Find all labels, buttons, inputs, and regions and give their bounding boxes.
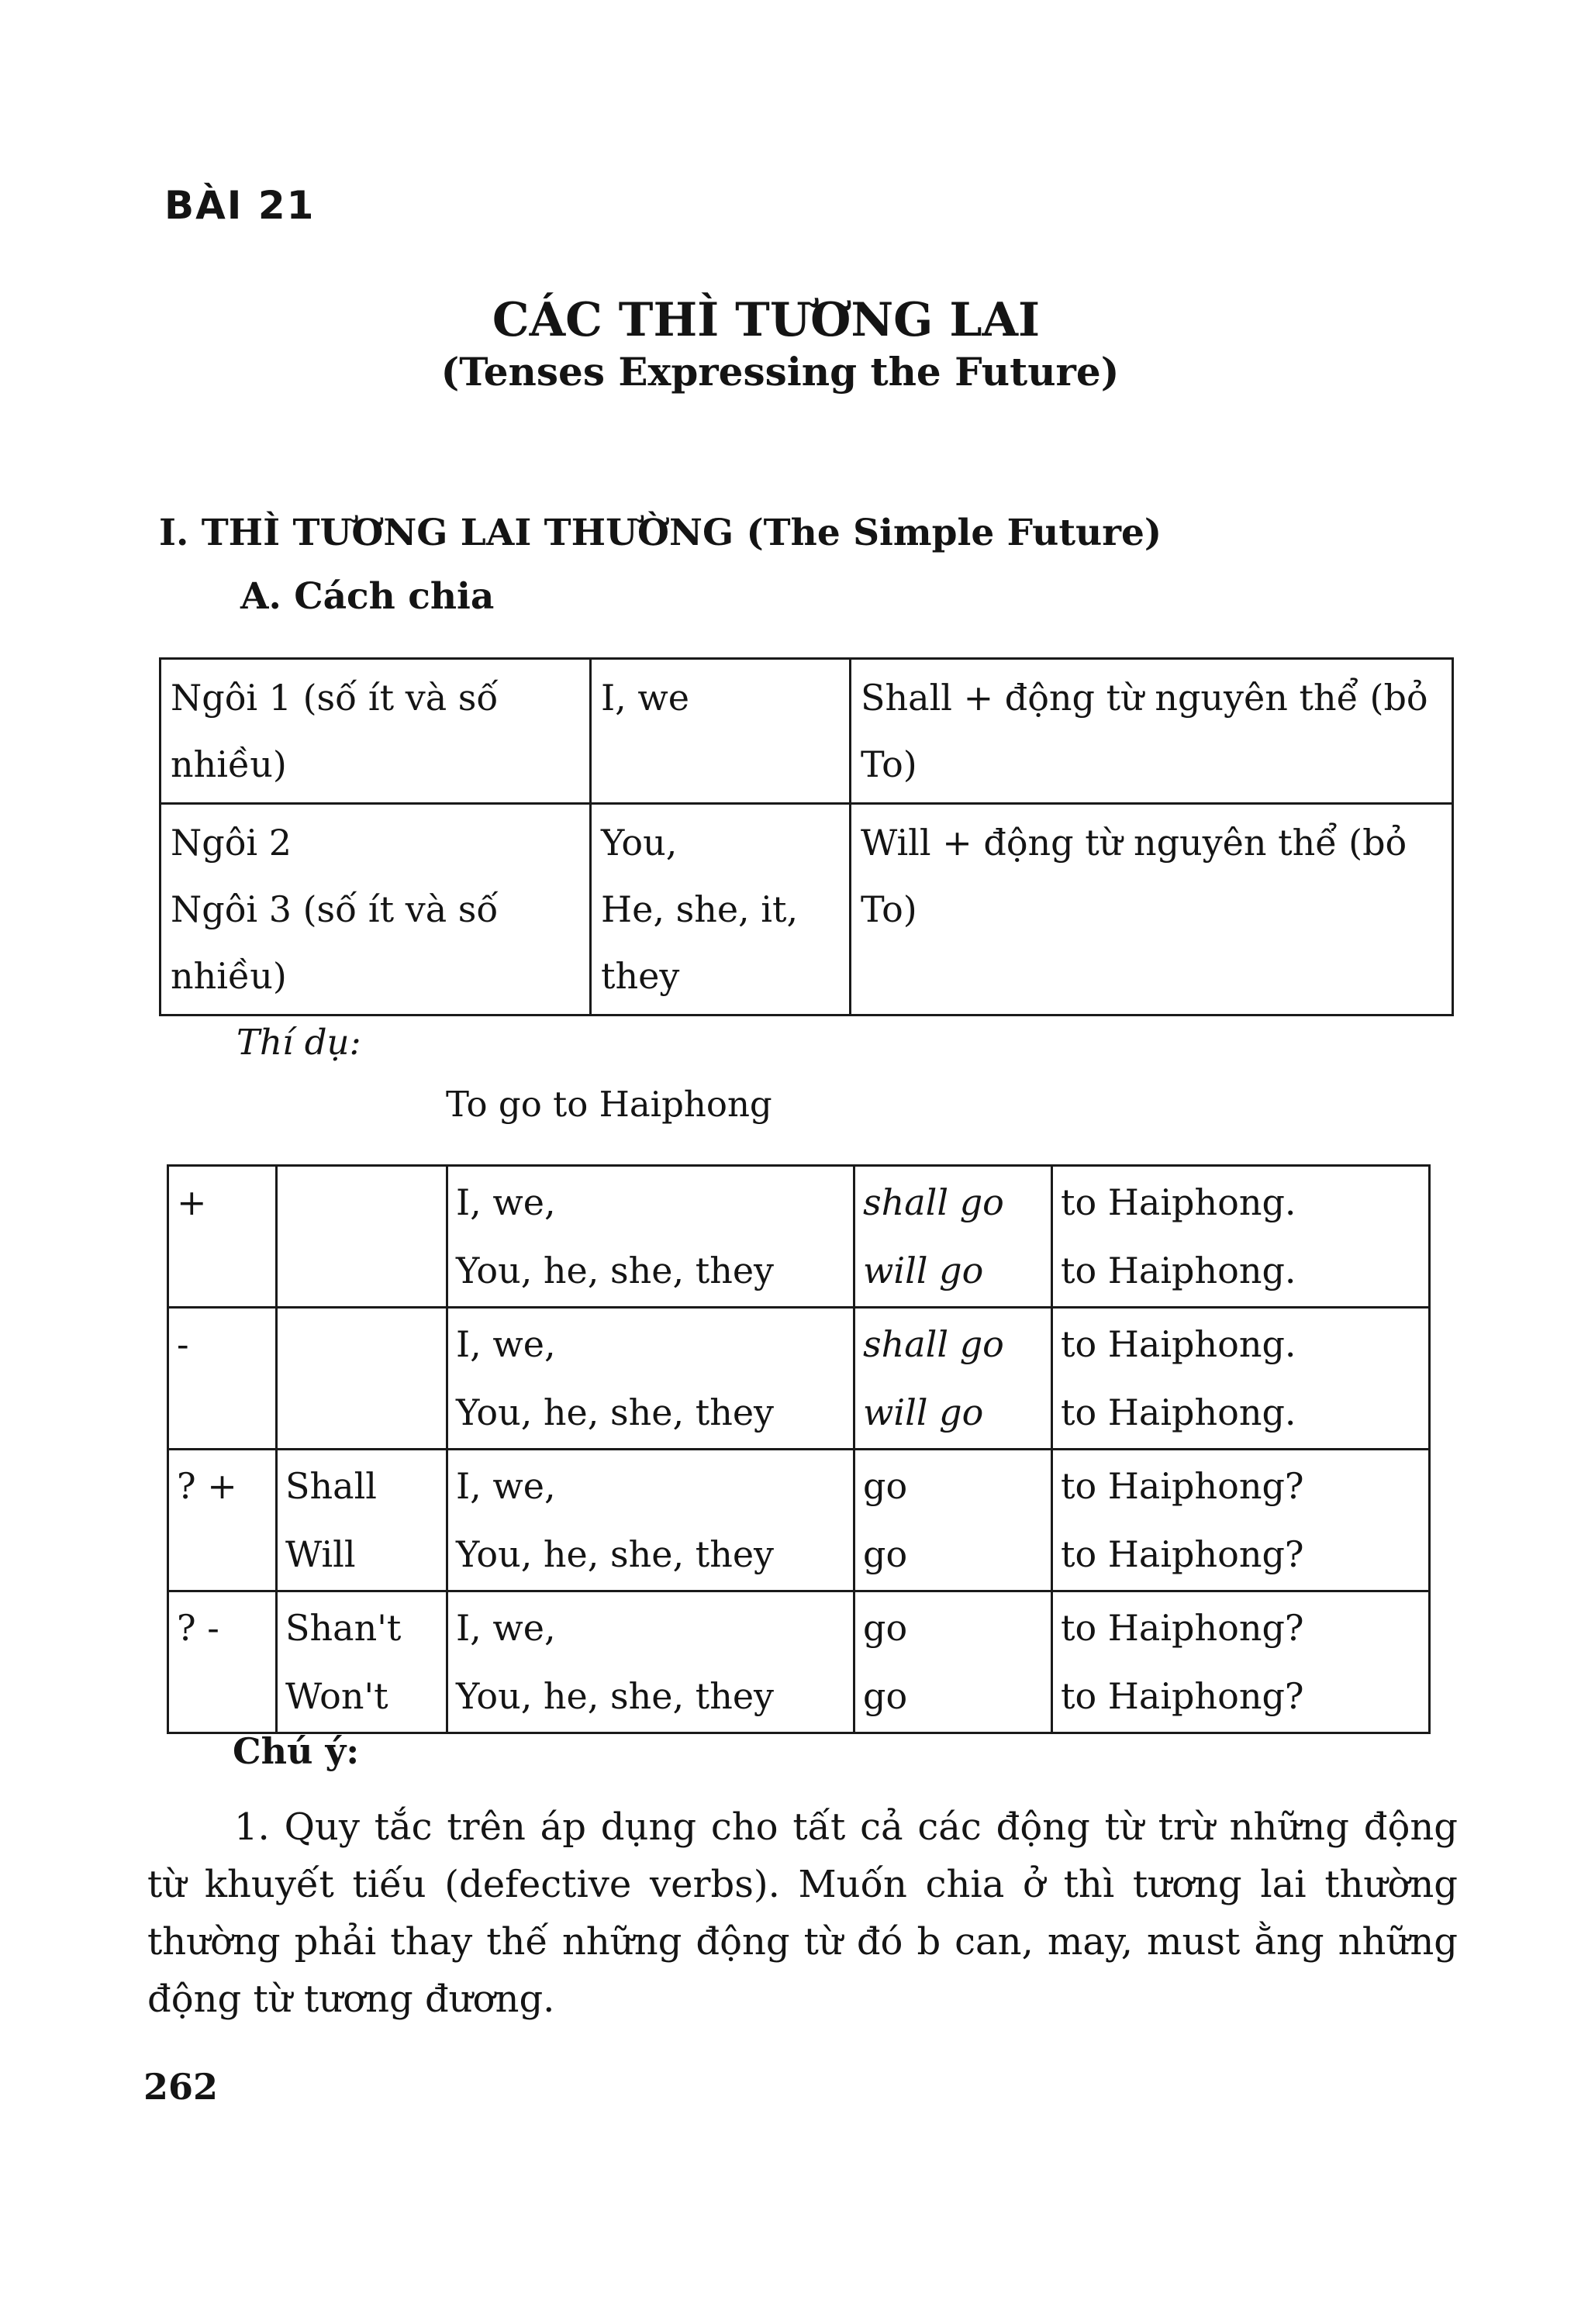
- table-cell: [854, 1450, 1052, 1591]
- table-cell: [1052, 1166, 1430, 1308]
- table-cell: [168, 1591, 277, 1733]
- cell-line: You, he, she, they: [456, 1250, 775, 1291]
- cell-line: Will: [285, 1533, 356, 1575]
- cell-line: will go: [863, 1391, 984, 1433]
- table-cell: [447, 1591, 854, 1733]
- table-cell: [277, 1450, 447, 1591]
- cell-line: You, he, she, they: [456, 1391, 775, 1433]
- table-row: [161, 659, 1453, 804]
- cell-line: to Haiphong.: [1061, 1181, 1296, 1223]
- cell-line: to Haiphong?: [1061, 1465, 1304, 1507]
- table-cell: [854, 1308, 1052, 1450]
- table-cell: I, we: [591, 659, 851, 804]
- table-cell: [447, 1166, 854, 1308]
- example-label: Thí dụ:: [236, 1022, 361, 1063]
- table-row: [168, 1166, 1430, 1308]
- cell-line: [285, 1378, 438, 1446]
- table-cell: [854, 1166, 1052, 1308]
- cell-line: I, we,: [456, 1323, 556, 1365]
- table-cell: [1052, 1450, 1430, 1591]
- cell-line: I, we,: [456, 1181, 556, 1223]
- cell-line: to Haiphong.: [1061, 1250, 1296, 1291]
- note-heading: Chú ý:: [233, 1730, 360, 1772]
- cell-line: to Haiphong.: [1061, 1391, 1296, 1433]
- cell-line: [285, 1168, 438, 1236]
- table-cell: [1052, 1591, 1430, 1733]
- table-cell: [277, 1308, 447, 1450]
- table-row: [161, 804, 1453, 1015]
- cell-line: Shan't: [285, 1607, 402, 1649]
- table-cell: [277, 1166, 447, 1308]
- cell-line: they: [601, 955, 680, 997]
- table-cell: [447, 1308, 854, 1450]
- table-cell: Ngôi 1 (số ít và số nhiều): [161, 659, 591, 804]
- conjugation-table: [159, 657, 1454, 1016]
- cell-line: Ngôi 3 (số ít và số nhiều): [171, 888, 499, 997]
- page-subtitle: (Tenses Expressing the Future): [440, 349, 1120, 395]
- cell-line: go: [863, 1675, 908, 1717]
- table-cell: [168, 1166, 277, 1308]
- cell-line: Ngôi 2: [171, 822, 292, 864]
- subsection-heading: A. Cách chia: [240, 575, 495, 618]
- table-cell: [168, 1308, 277, 1450]
- cell-line: shall go: [863, 1181, 1004, 1223]
- table-cell: [1052, 1308, 1430, 1450]
- example-table: [167, 1164, 1431, 1734]
- cell-line: You,: [601, 822, 678, 864]
- section-heading: I. THÌ TƯƠNG LAI THƯỜNG (The Simple Future): [159, 512, 1162, 554]
- table-cell: Shall + động từ nguyên thể (bỏ To): [851, 659, 1453, 804]
- cell-line: I, we,: [456, 1607, 556, 1649]
- cell-line: to Haiphong?: [1061, 1533, 1304, 1575]
- cell-line: go: [863, 1533, 908, 1575]
- table-cell: Will + động từ nguyên thể (bỏ To): [851, 804, 1453, 1015]
- lesson-number: BÀI 21: [164, 183, 316, 228]
- cell-line: Shall: [285, 1465, 377, 1507]
- cell-line: [285, 1310, 438, 1378]
- table-cell: [854, 1591, 1052, 1733]
- page-number: 262: [143, 2066, 219, 2108]
- table-cell: [161, 804, 591, 1015]
- cell-line: You, he, she, they: [456, 1675, 775, 1717]
- table-row: [168, 1450, 1430, 1591]
- example-text: To go to Haiphong: [446, 1084, 772, 1125]
- cell-line: [285, 1236, 438, 1305]
- table-cell: [447, 1450, 854, 1591]
- table-cell: [277, 1591, 447, 1733]
- page-title: CÁC THÌ TƯƠNG LAI: [492, 293, 1041, 347]
- cell-line: go: [863, 1465, 908, 1507]
- cell-line: ? +: [177, 1465, 237, 1507]
- table-row: [168, 1308, 1430, 1450]
- cell-line: +: [177, 1181, 207, 1223]
- cell-line: to Haiphong.: [1061, 1323, 1296, 1365]
- cell-line: ? -: [177, 1607, 219, 1649]
- table-cell: [168, 1450, 277, 1591]
- table-cell: [591, 804, 851, 1015]
- table-row: [168, 1591, 1430, 1733]
- cell-line: He, she, it,: [601, 888, 799, 930]
- cell-line: Won't: [285, 1675, 388, 1717]
- note-paragraph: 1. Quy tắc trên áp dụng cho tất cả các động từ trừ những động từ khuyết tiếu (defective verbs). Muốn chia ở thì tương lai thường thường phải thay thế những động từ đó b can, may, must ằng những động từ tương đương.: [147, 1805, 1458, 2021]
- cell-line: I, we,: [456, 1465, 556, 1507]
- cell-line: go: [863, 1607, 908, 1649]
- cell-line: to Haiphong?: [1061, 1607, 1304, 1649]
- cell-line: to Haiphong?: [1061, 1675, 1304, 1717]
- cell-line: -: [177, 1323, 189, 1365]
- cell-line: will go: [863, 1250, 984, 1291]
- cell-line: shall go: [863, 1323, 1004, 1365]
- cell-line: You, he, she, they: [456, 1533, 775, 1575]
